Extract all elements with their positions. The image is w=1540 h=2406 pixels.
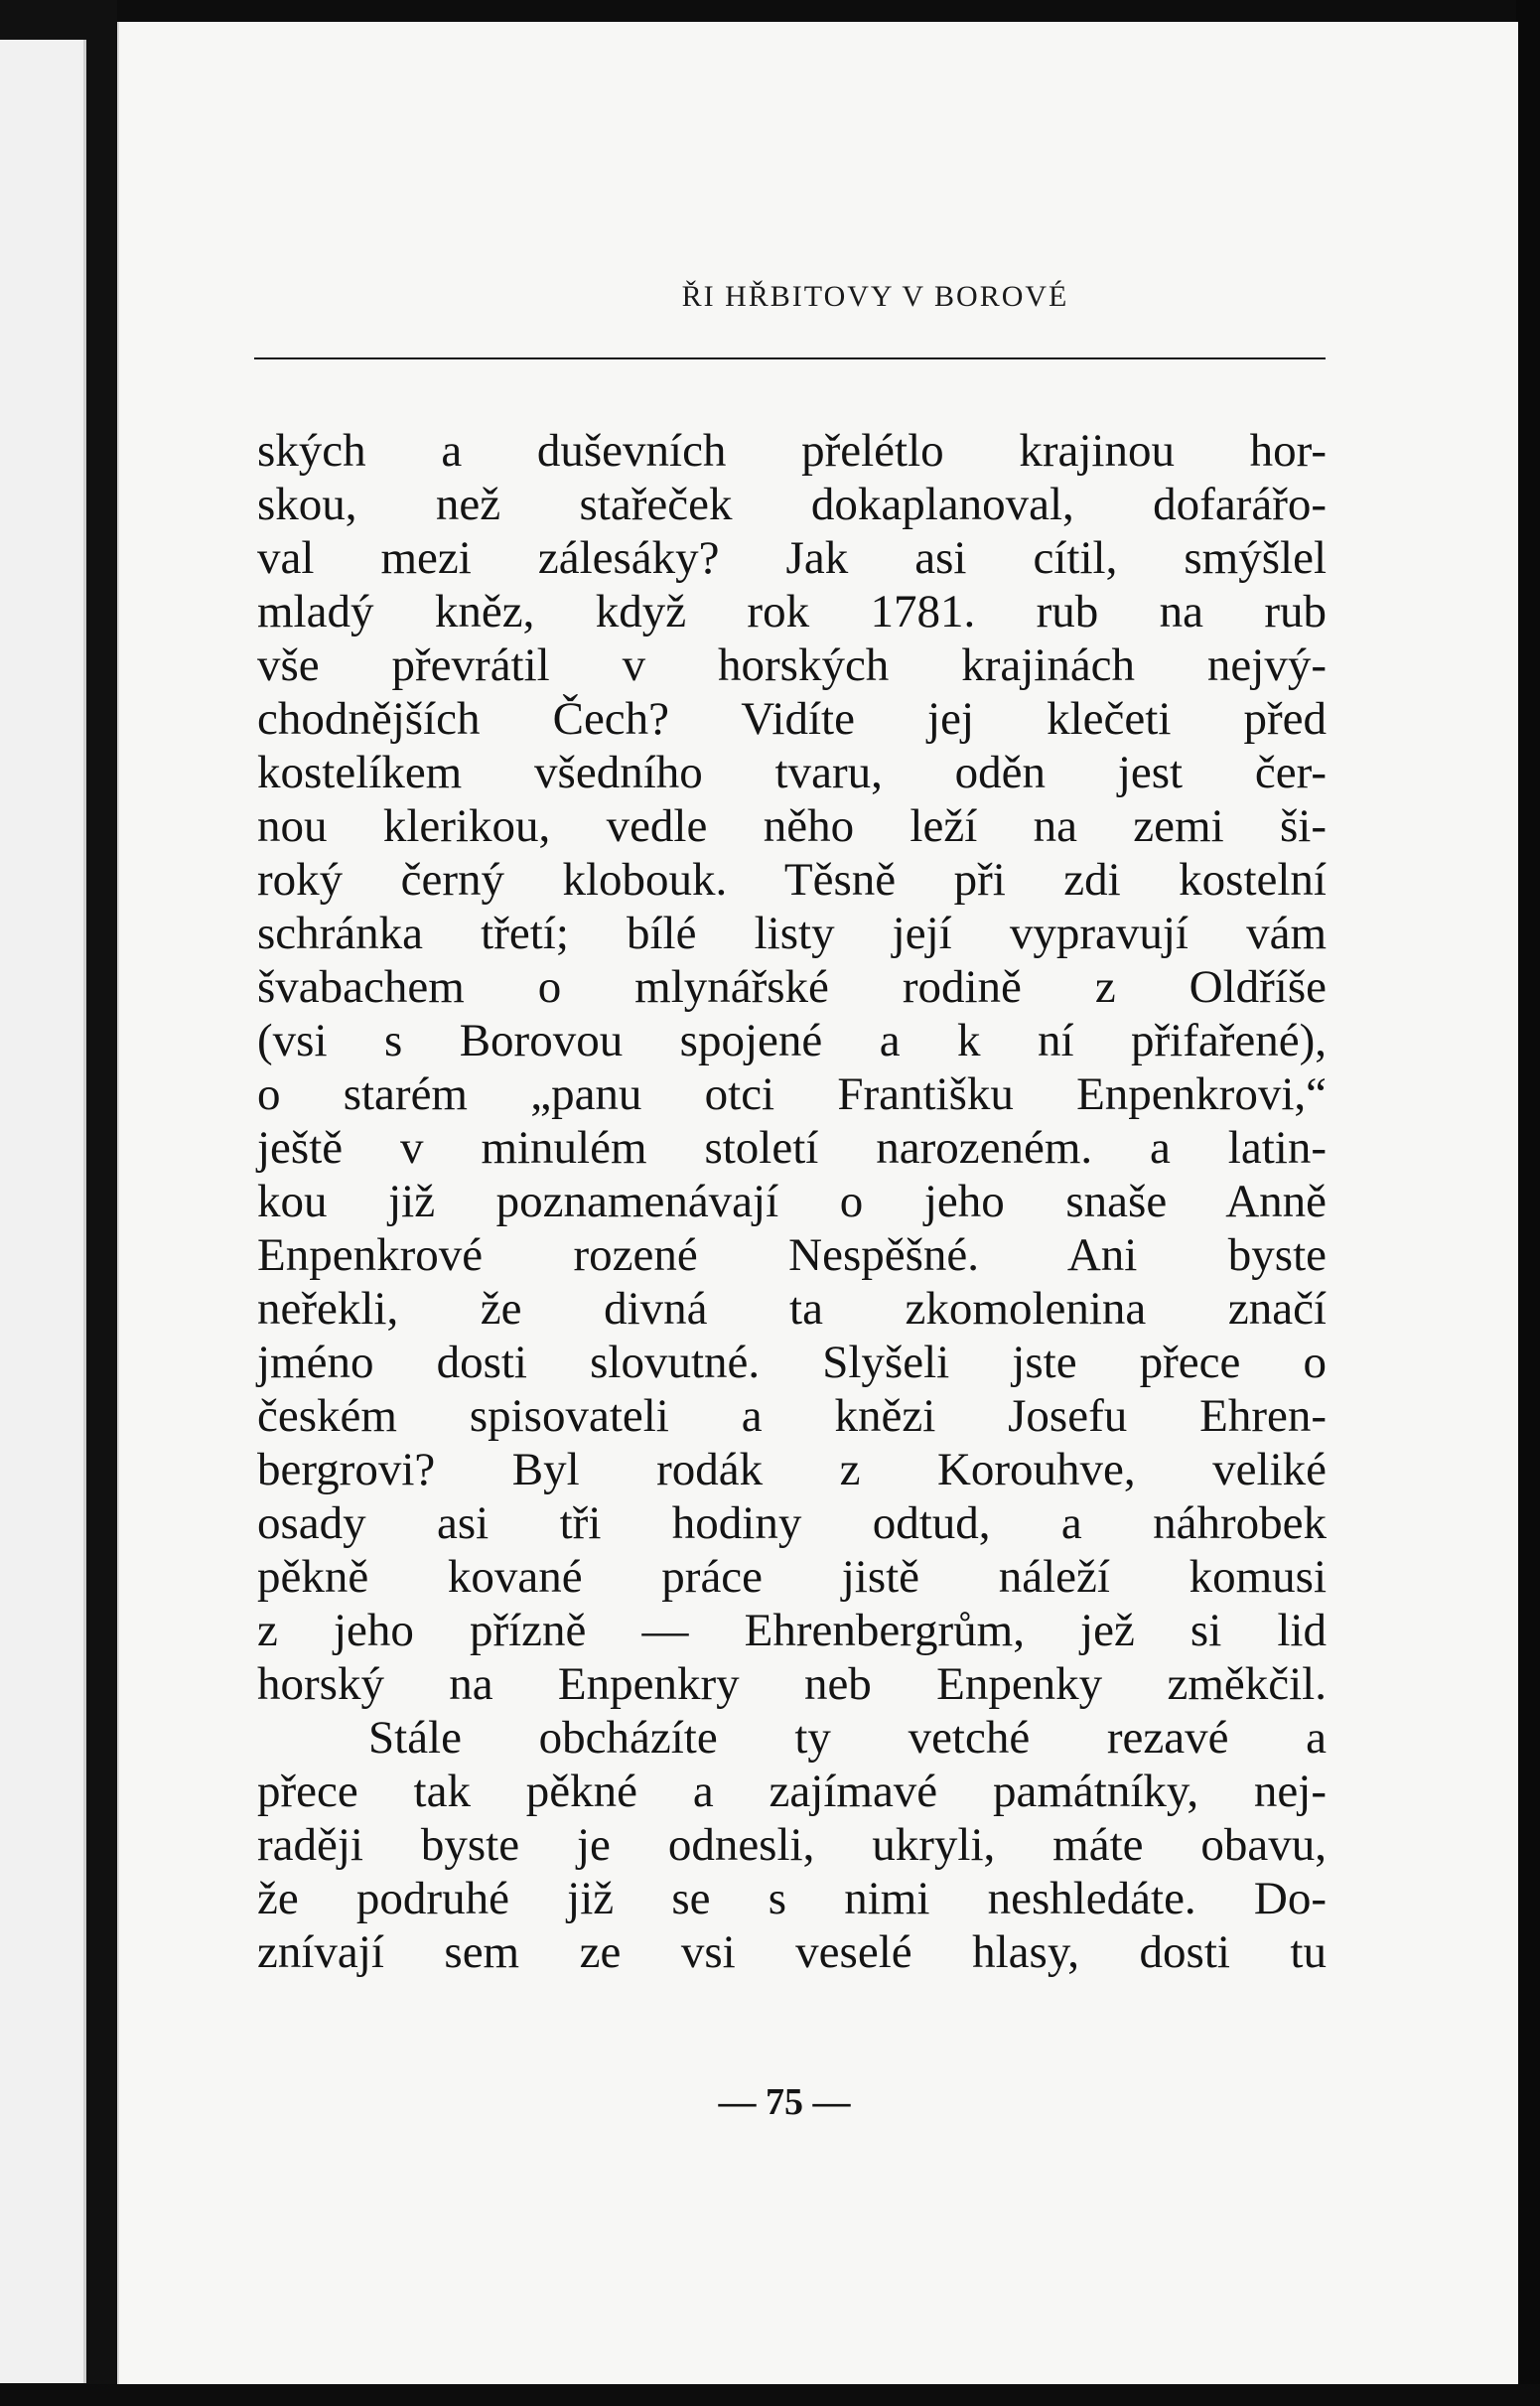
text-line: kou již poznamenávají o jeho snaše Anně	[257, 1176, 1327, 1227]
text-line: (vsi s Borovou spojené a k ní přifařené),	[257, 1015, 1327, 1066]
text-line: kostelíkem všedního tvaru, oděn jest čer-	[257, 747, 1327, 798]
text-line: chodnějších Čech? Vidíte jej klečeti před	[257, 693, 1327, 745]
text-line: znívají sem ze vsi veselé hlasy, dosti tu	[257, 1926, 1327, 1978]
text-line: pěkně kované práce jistě náleží komusi	[257, 1551, 1327, 1603]
text-line: přece tak pěkné a zajímavé památníky, nej-	[257, 1766, 1327, 1817]
text-line: českém spisovateli a knězi Josefu Ehren-	[257, 1390, 1327, 1442]
previous-page-edge	[0, 40, 86, 2383]
text-line: Stále obcházíte ty vetché rezavé a	[368, 1712, 1327, 1764]
text-line: jméno dosti slovutné. Slyšeli jste přece o	[257, 1337, 1327, 1388]
text-line: mladý kněz, když rok 1781. rub na rub	[257, 586, 1327, 637]
header-rule	[254, 357, 1326, 359]
text-line: ještě v minulém století narozeném. a latin-	[257, 1122, 1327, 1174]
text-line: z jeho přízně — Ehrenbergrům, jež si lid	[257, 1605, 1327, 1656]
text-line: roký černý klobouk. Těsně při zdi kostelní	[257, 854, 1327, 906]
page-number: — 75 —	[718, 2081, 851, 2123]
text-line: Enpenkrové rozené Nespěšné. Ani byste	[257, 1229, 1327, 1281]
text-line: že podruhé již se s nimi neshledáte. Do-	[257, 1873, 1327, 1924]
text-line: raději byste je odnesli, ukryli, máte obavu,	[257, 1819, 1327, 1871]
scan-border-bottom	[0, 2384, 1540, 2406]
text-line: val mezi zálesáky? Jak asi cítil, smýšlel	[257, 532, 1327, 584]
text-line: neřekli, že divná ta zkomolenina značí	[257, 1283, 1327, 1335]
text-line: nou klerikou, vedle něho leží na zemi ši-	[257, 800, 1327, 852]
text-line: schránka třetí; bílé listy její vypravují vám	[257, 908, 1327, 959]
text-line: ských a duševních přelétlo krajinou hor-	[257, 425, 1327, 477]
running-head: ŘI HŘBITOVY V BOROVÉ	[681, 280, 1069, 313]
body-text	[257, 424, 1327, 1979]
scan-border-right	[1516, 0, 1540, 2406]
text-line: bergrovi? Byl rodák z Korouhve, veliké	[257, 1444, 1327, 1495]
text-line: skou, než stařeček dokaplanoval, dofarářo-	[257, 479, 1327, 530]
text-line: horský na Enpenkry neb Enpenky změkčil.	[257, 1658, 1327, 1710]
scan-border-top	[0, 0, 1540, 22]
text-line: švabachem o mlynářské rodině z Oldříše	[257, 961, 1327, 1013]
text-line: o starém „panu otci Františku Enpenkrovi,“	[257, 1068, 1327, 1120]
text-line: osady asi tři hodiny odtud, a náhrobek	[257, 1497, 1327, 1549]
text-line: vše převrátil v horských krajinách nejvý-	[257, 639, 1327, 691]
